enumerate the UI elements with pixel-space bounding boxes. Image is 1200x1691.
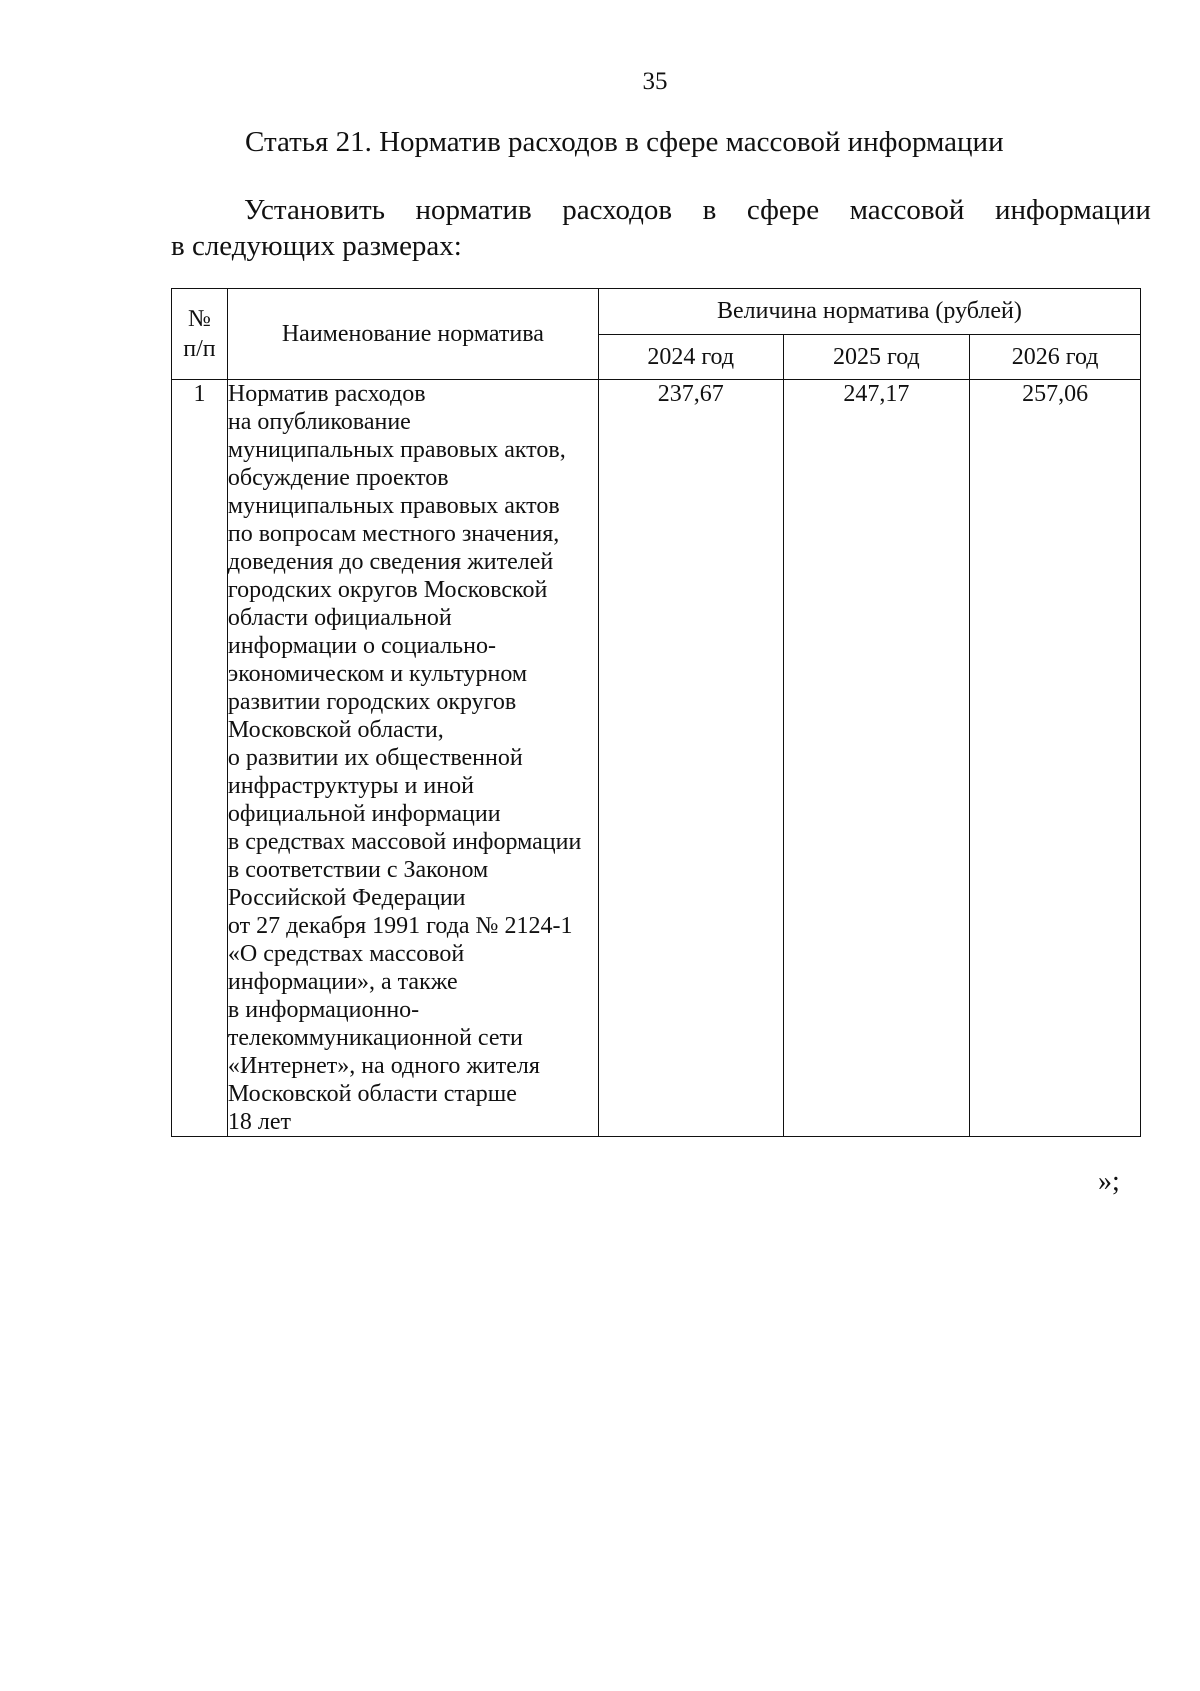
article-title: Статья 21. Норматив расходов в сфере массовой информации xyxy=(245,126,1004,158)
name-line: Российской Федерации xyxy=(227,885,466,911)
name-line: официальной информации xyxy=(227,801,501,827)
norm-table xyxy=(171,288,1141,1137)
name-line: муниципальных правовых актов xyxy=(227,493,560,519)
intro-word: расходов xyxy=(562,194,673,226)
name-line: развитии городских округов xyxy=(227,689,517,715)
intro-word: в xyxy=(702,194,717,226)
name-line: Московской области старше xyxy=(227,1081,517,1107)
header-year-2024: 2024 год xyxy=(598,334,783,380)
name-line: по вопросам местного значения, xyxy=(227,521,560,547)
closing-quote: »; xyxy=(1098,1166,1120,1197)
header-number-pp: п/п xyxy=(183,336,216,362)
intro-word: массовой xyxy=(849,194,965,226)
name-line: экономическом и культурном xyxy=(227,661,528,687)
intro-word: сфере xyxy=(746,194,820,226)
name-line: обсуждение проектов xyxy=(227,465,449,491)
name-line: о развитии их общественной xyxy=(227,745,523,771)
name-line: информации», а также xyxy=(227,969,458,995)
name-line: информации о социально- xyxy=(227,633,496,659)
header-year-2025: 2025 год xyxy=(783,334,970,380)
value-2025: 247,17 xyxy=(783,380,970,1137)
header-number-sign: № xyxy=(188,306,211,332)
value-2026: 257,06 xyxy=(970,380,1141,1137)
name-line: области официальной xyxy=(227,605,452,631)
header-year-2026: 2026 год xyxy=(970,334,1141,380)
name-line: муниципальных правовых актов, xyxy=(227,437,566,463)
name-line: Московской области, xyxy=(227,717,444,743)
name-line: от 27 декабря 1991 года № 2124-1 xyxy=(227,913,573,939)
row-number: 1 xyxy=(172,380,228,1137)
name-line: Норматив расходов xyxy=(227,381,426,407)
intro-word: норматив xyxy=(415,194,532,226)
name-line: в информационно- xyxy=(227,997,420,1023)
name-line: городских округов Московской xyxy=(227,577,548,603)
intro-word: Установить xyxy=(244,194,385,226)
value-2024: 237,67 xyxy=(598,380,783,1137)
table-row xyxy=(172,380,1141,1137)
page-number: 35 xyxy=(642,68,668,95)
name-line: телекоммуникационной сети xyxy=(227,1025,523,1051)
intro-line-2: в следующих размерах: xyxy=(171,230,462,262)
header-name: Наименование норматива xyxy=(227,289,598,380)
intro-line-1 xyxy=(171,192,1151,228)
intro-word: информации xyxy=(994,194,1151,226)
name-line: «О средствах массовой xyxy=(227,941,465,967)
name-line: инфраструктуры и иной xyxy=(227,773,474,799)
name-line: в средствах массовой информации xyxy=(227,829,582,855)
name-line: на опубликование xyxy=(227,409,411,435)
header-number xyxy=(172,289,228,380)
intro-paragraph xyxy=(171,192,1151,264)
row-name xyxy=(227,380,598,1137)
name-line: «Интернет», на одного жителя xyxy=(227,1053,540,1079)
header-value-group: Величина норматива (рублей) xyxy=(598,289,1140,335)
name-line: 18 лет xyxy=(227,1109,292,1135)
name-line: доведения до сведения жителей xyxy=(227,549,554,575)
name-line: в соответствии с Законом xyxy=(227,857,489,883)
